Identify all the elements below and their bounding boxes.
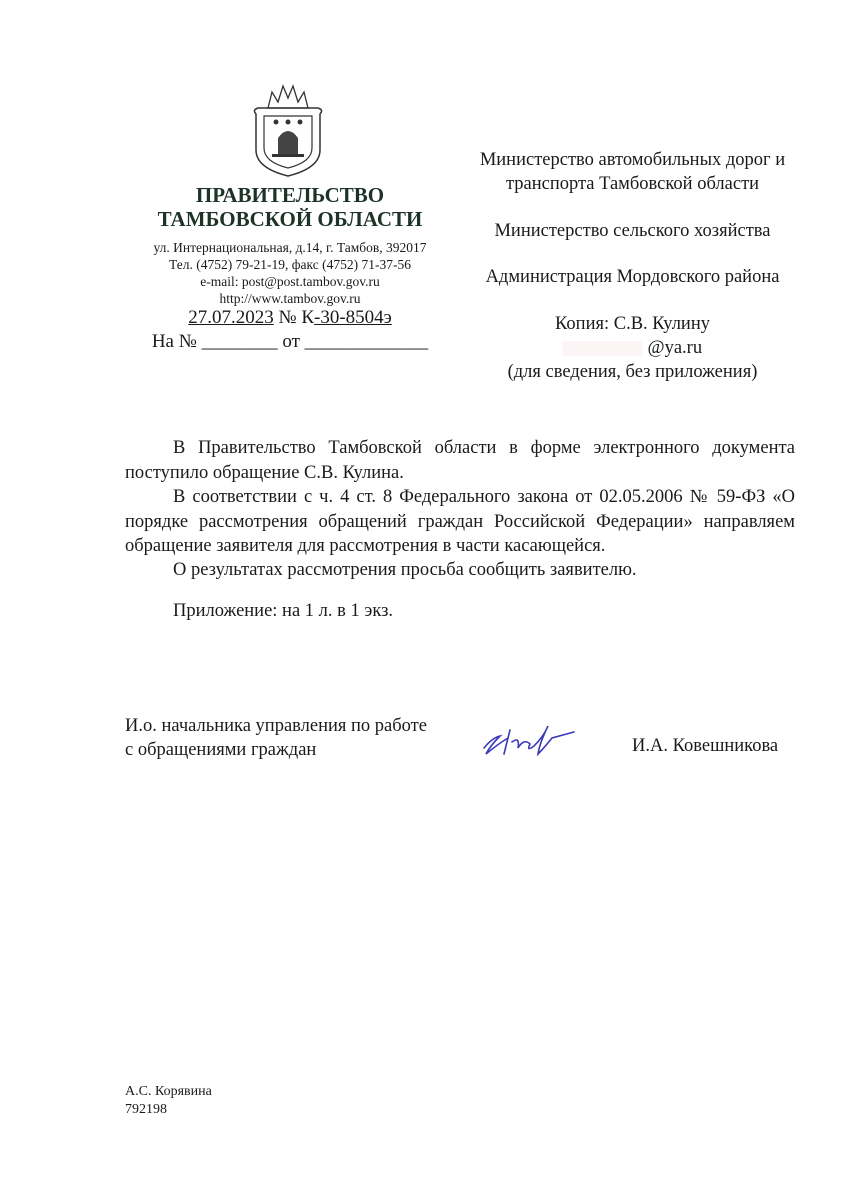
org-line-2: ТАМБОВСКОЙ ОБЛАСТИ [157,207,423,231]
recipient-2: Министерство сельского хозяйства [494,221,771,241]
reference-line: На № ________ от _____________ [151,331,429,352]
executor-name: А.С. Корявина [125,1084,212,1099]
paragraph-2: В соответствии с ч. 4 ст. 8 Федерального закона от 02.05.2006 № 59-ФЗ «О порядке рассмотрения обращений граждан Российской Федерации» направляем обращение заявителя для рассмотрения в части касающейся. [125,487,795,556]
recipient-3: Администрация Мордовского района [485,267,780,287]
phone: Тел. (4752) 79-21-19, факс (4752) 71-37-56 [168,257,411,272]
signer-position [125,714,427,762]
handwritten-signature [478,718,578,760]
redacted-area [563,341,643,356]
email: e-mail: post@post.tambov.gov.ru [200,274,380,289]
executor-phone: 792198 [125,1102,167,1117]
position-line-1: И.о. начальника управления по работе [125,716,427,736]
contact-block [130,239,450,307]
letter-date: 27.07.2023 [188,307,274,328]
paragraph-3: О результатах рассмотрения просьба сообщить заявителю. [173,560,637,580]
executor-block [125,1083,212,1119]
organization-name [140,183,440,231]
paragraph-1: В Правительство Тамбовской области в форме электронного документа поступило обращение С.В. Кулина. [125,438,795,483]
website: http://www.tambov.gov.ru [219,291,361,306]
attachment-note: Приложение: на 1 л. в 1 экз. [173,601,394,621]
org-line-1: ПРАВИТЕЛЬСТВО [195,183,385,207]
number-prefix: № К [278,307,314,328]
copy-block [455,312,810,384]
coat-of-arms-emblem [248,80,328,178]
letter-number: -30-8504э [314,307,392,328]
address: ул. Интернациональная, д.14, г. Тамбов, 392017 [153,240,427,255]
recipient-1: Министерство автомобильных дорог и транспорта Тамбовской области [479,150,786,194]
copy-note: (для сведения, без приложения) [507,362,758,382]
position-line-2: с обращениями граждан [125,740,317,760]
copy-email: @ya.ru [647,338,703,358]
copy-line: Копия: С.В. Кулину [555,314,710,334]
signer-name: И.А. Ковешникова [632,736,779,756]
registration-block [130,306,450,354]
